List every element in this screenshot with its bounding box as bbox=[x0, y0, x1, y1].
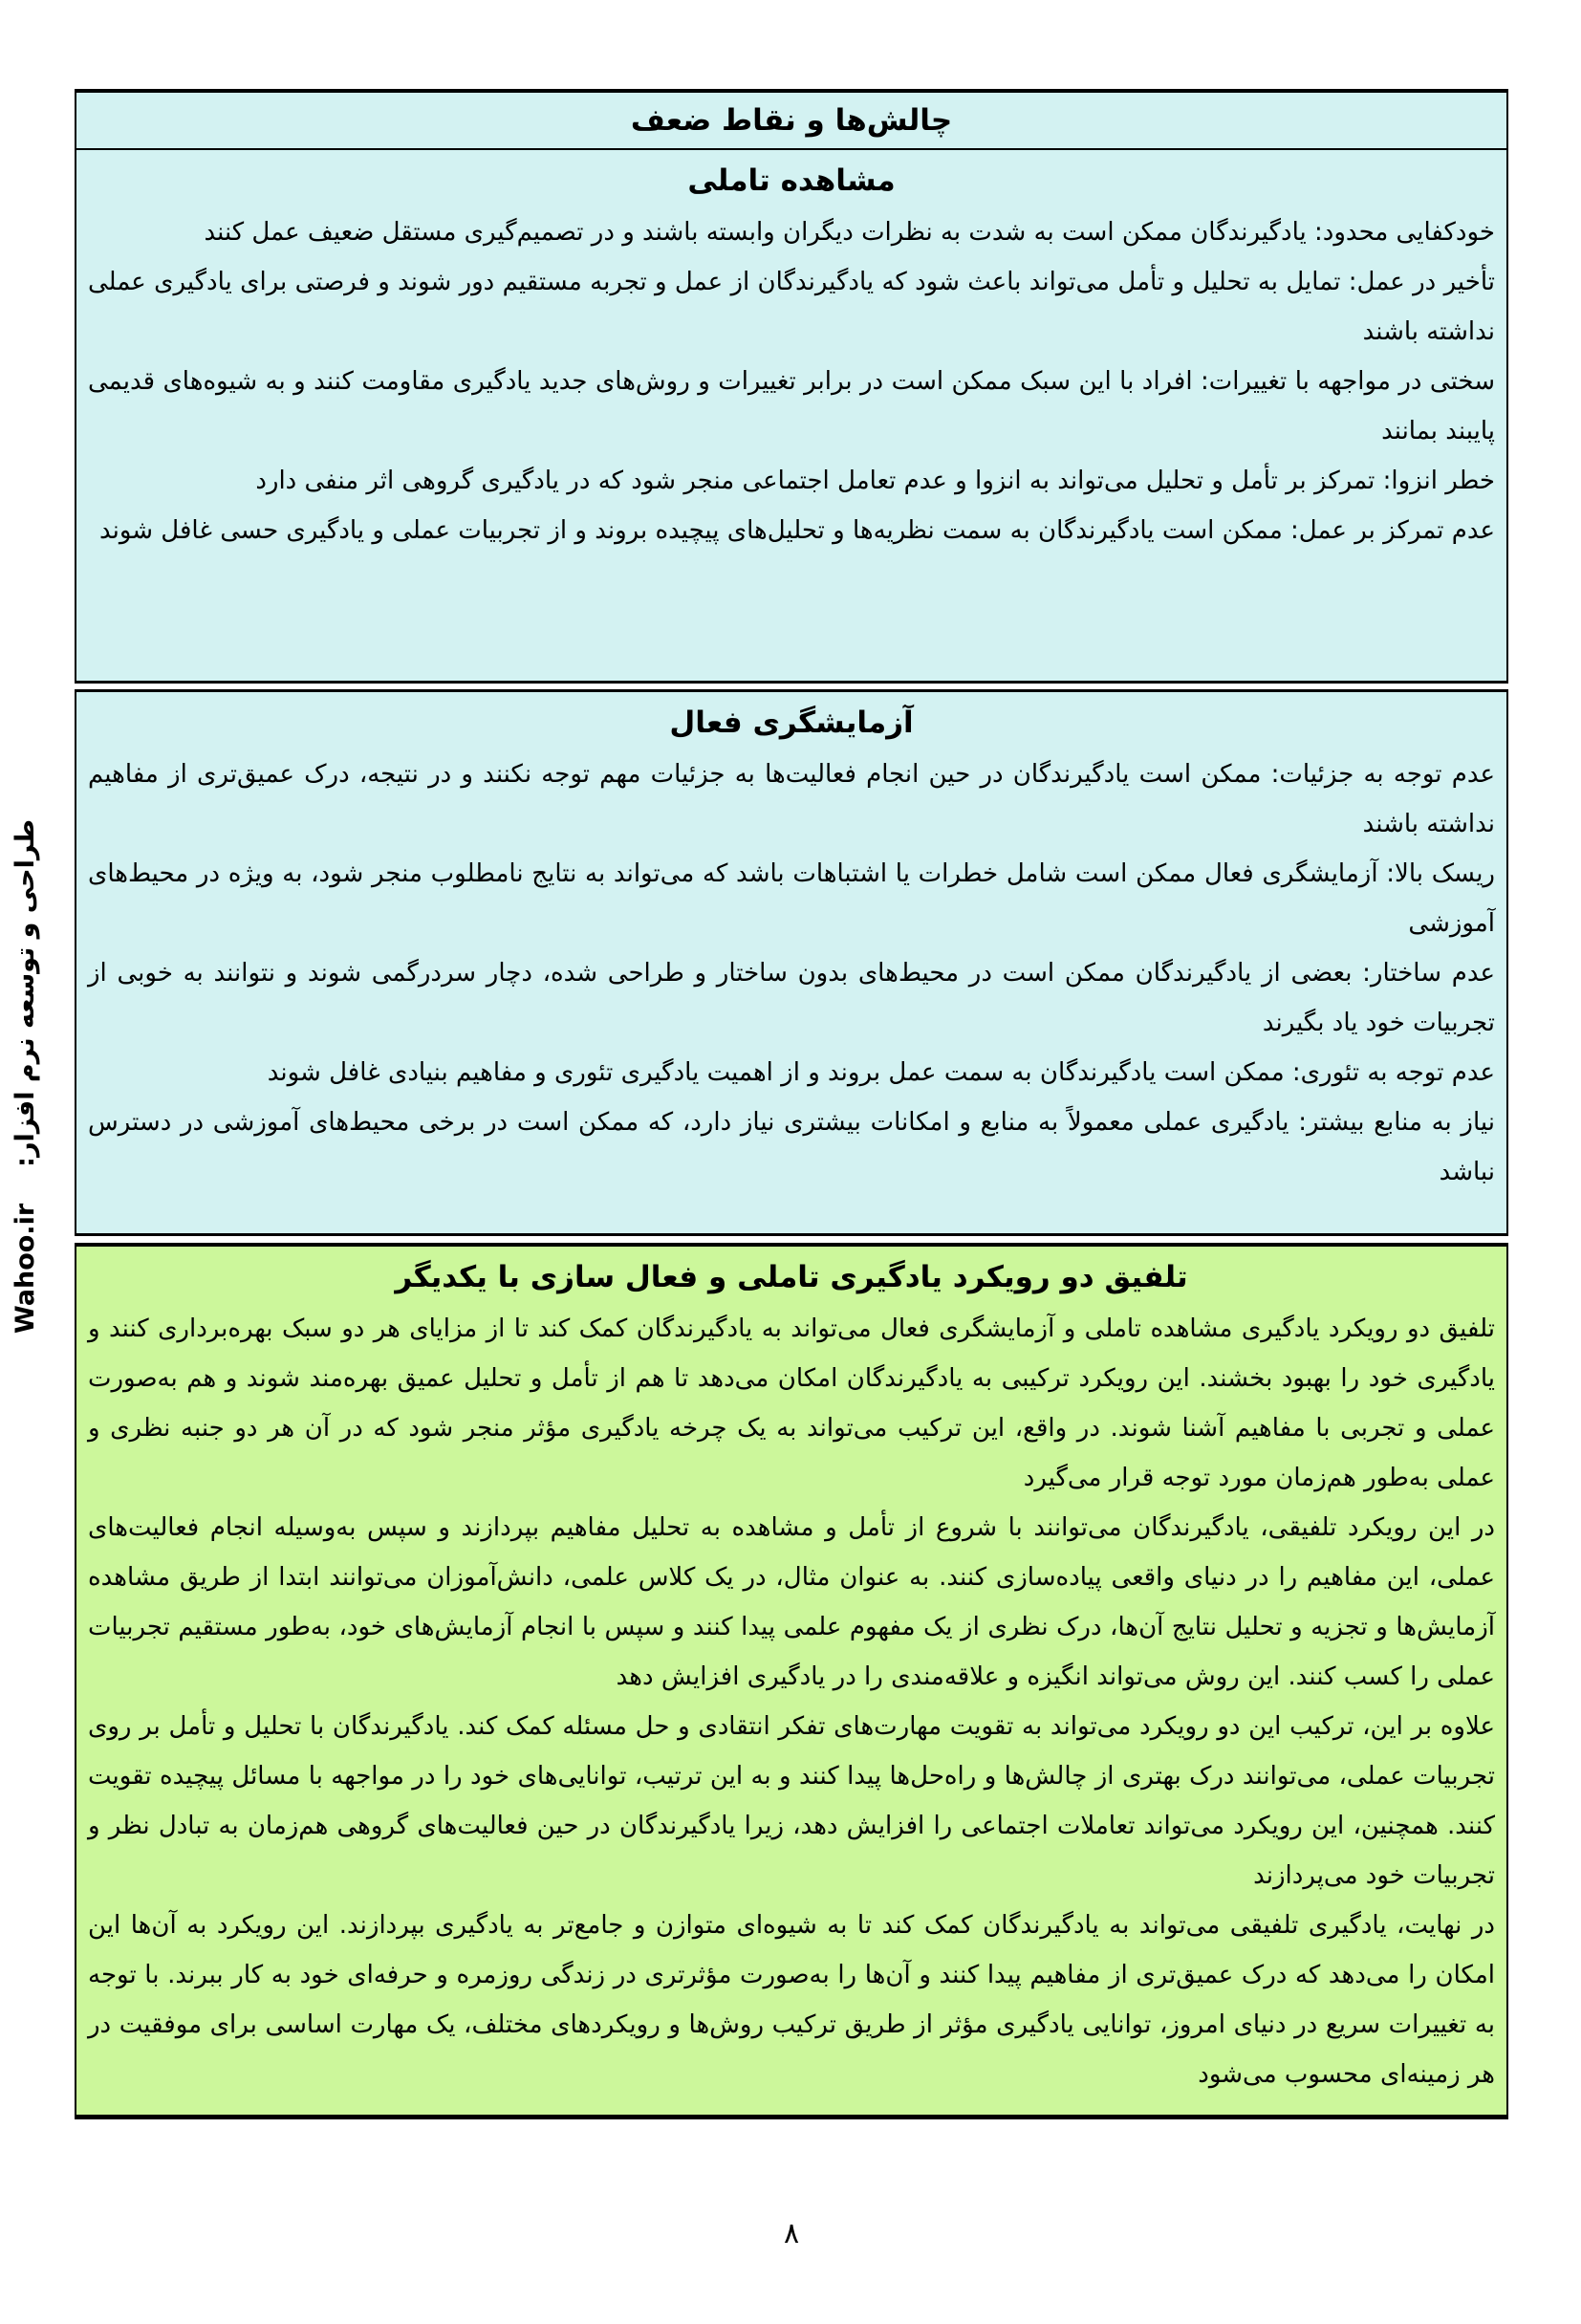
document-page bbox=[0, 89, 1581, 2324]
section-title-reflective-observation: مشاهده تاملی bbox=[687, 163, 896, 198]
section-title-combined-approach: تلفیق دو رویکرد یادگیری تاملی و فعال سازی با یکدیگر bbox=[395, 1260, 1188, 1294]
sidebar-credit bbox=[4, 809, 46, 1344]
body-paragraph: در نهایت، یادگیری تلفیقی می‌تواند به یادگیرندگان کمک کند تا به شیوه‌ای متوازن و جامع‌تر به یادگیری بپردازند. این رویکرد به آن‌ها این امکان را می‌دهد که درک عمیق‌تری از مفاهیم پیدا کنند و آن‌ها را به‌صورت مؤثرتری در زندگی روزمره و حرفه‌ای خود به کار ببرند. با توجه به تغییرات سریع در دنیای امروز، توانایی یادگیری مؤثر از طریق ترکیب روش‌ها و رویکردهای مختلف، یک مهارت اساسی برای موفقیت در هر زمینه‌ای محسوب می‌شود bbox=[88, 1911, 1495, 2089]
challenge-item: عدم توجه به جزئیات: ممکن است یادگیرندگان در حین انجام فعالیت‌ها به جزئیات مهم توجه نکنند و در نتیجه، درک عمیق‌تری از مفاهیم نداشته باشند bbox=[88, 760, 1495, 838]
section-box-active-experimentation bbox=[75, 689, 1508, 1236]
challenge-item: عدم ساختار: بعضی از یادگیرندگان ممکن است در محیط‌های بدون ساختار و طراحی شده، دچار سردرگمی شوند و نتوانند به خوبی از تجربیات خود یاد بگیرند bbox=[88, 959, 1495, 1037]
section-box-combined-approach bbox=[75, 1243, 1508, 2119]
challenge-item: عدم تمرکز بر عمل: ممکن است یادگیرندگان به سمت نظریه‌ها و تحلیل‌های پیچیده بروند و از تجربیات عملی و یادگیری حسی غافل شوند bbox=[98, 516, 1495, 545]
challenge-item: نیاز به منابع بیشتر: یادگیری عملی معمولاً به منابع و امکانات بیشتری نیاز دارد، که ممکن است در برخی محیط‌های آموزشی در دسترس نباشد bbox=[88, 1108, 1495, 1186]
challenge-item: خودکفایی محدود: یادگیرندگان ممکن است به شدت به نظرات دیگران وابسته باشند و در تصمیم‌گیری مستقل ضعیف عمل کنند bbox=[204, 218, 1495, 247]
sidebar-credit-site: Wahoo.ir bbox=[10, 1203, 40, 1335]
body-paragraph: تلفیق دو رویکرد یادگیری مشاهده تاملی و آزمایشگری فعال می‌تواند به یادگیرندگان کمک کند تا از مزایای هر دو سبک بهره‌برداری کنند و یادگیری خود را بهبود بخشند. این رویکرد ترکیبی به یادگیرندگان امکان می‌دهد تا هم از تأمل و تحلیل عمیق بهره‌مند شوند و هم به‌صورت عملی و تجربی با مفاهیم آشنا شوند. در واقع، این ترکیب می‌تواند به یک چرخه یادگیری مؤثر منجر شود که در آن هر دو جنبه نظری و عملی به‌طور هم‌زمان مورد توجه قرار می‌گیرد bbox=[88, 1314, 1495, 1492]
body-paragraph: در این رویکرد تلفیقی، یادگیرندگان می‌توانند با شروع از تأمل و مشاهده به تحلیل مفاهیم بپردازند و سپس به‌وسیله انجام فعالیت‌های عملی، این مفاهیم را در دنیای واقعی پیاده‌سازی کنند. به عنوان مثال، در یک کلاس علمی، دانش‌آموزان می‌توانند ابتدا از طریق مشاهده آزمایش‌ها و تجزیه و تحلیل نتایج آن‌ها، درک نظری از یک مفهوم علمی پیدا کنند و سپس با انجام آزمایش‌های خود، به‌طور مستقیم تجربیات عملی را کسب کنند. این روش می‌تواند انگیزه و علاقه‌مندی را در یادگیری افزایش دهد bbox=[88, 1513, 1495, 1691]
body-paragraph: علاوه بر این، ترکیب این دو رویکرد می‌تواند به تقویت مهارت‌های تفکر انتقادی و حل مسئله کمک کند. یادگیرندگان با تحلیل و تأمل بر روی تجربیات عملی، می‌توانند درک بهتری از چالش‌ها و راه‌حل‌ها پیدا کنند و به این ترتیب، توانایی‌های خود را در مواجهه با مسائل پیچیده تقویت کنند. همچنین، این رویکرد می‌تواند تعاملات اجتماعی را افزایش دهد، زیرا یادگیرندگان در حین فعالیت‌های گروهی هم‌زمان به تبادل نظر و تجربیات خود می‌پردازند bbox=[88, 1712, 1495, 1890]
page-title: چالش‌ها و نقاط ضعف bbox=[76, 93, 1506, 150]
section-box-challenges bbox=[75, 89, 1508, 684]
page-number: ۸ bbox=[783, 2217, 800, 2250]
section-title-active-experimentation: آزمایشگری فعال bbox=[669, 706, 914, 740]
challenge-item: خطر انزوا: تمرکز بر تأمل و تحلیل می‌تواند به انزوا و عدم تعامل اجتماعی منجر شود که در یادگیری گروهی اثر منفی دارد bbox=[255, 467, 1495, 495]
sidebar-credit-label: طراحی و توسعه نرم افزار: bbox=[10, 818, 40, 1167]
challenge-item: سختی در مواجهه با تغییرات: افراد با این سبک ممکن است در برابر تغییرات و روش‌های جدید یادگیری مقاومت کنند و به شیوه‌های قدیمی پایبند بمانند bbox=[88, 367, 1495, 445]
challenge-item: ریسک بالا: آزمایشگری فعال ممکن است شامل خطرات یا اشتباهات باشد که می‌تواند به نتایج نامطلوب منجر شود، به ویژه در محیط‌های آموزشی bbox=[88, 859, 1495, 938]
challenge-item: تأخیر در عمل: تمایل به تحلیل و تأمل می‌تواند باعث شود که یادگیرندگان از عمل و تجربه مستقیم دور شوند و فرصتی برای یادگیری عملی نداشته باشند bbox=[88, 268, 1495, 346]
challenge-item: عدم توجه به تئوری: ممکن است یادگیرندگان به سمت عمل بروند و از اهمیت یادگیری تئوری و مفاهیم بنیادی غافل شوند bbox=[267, 1058, 1495, 1087]
